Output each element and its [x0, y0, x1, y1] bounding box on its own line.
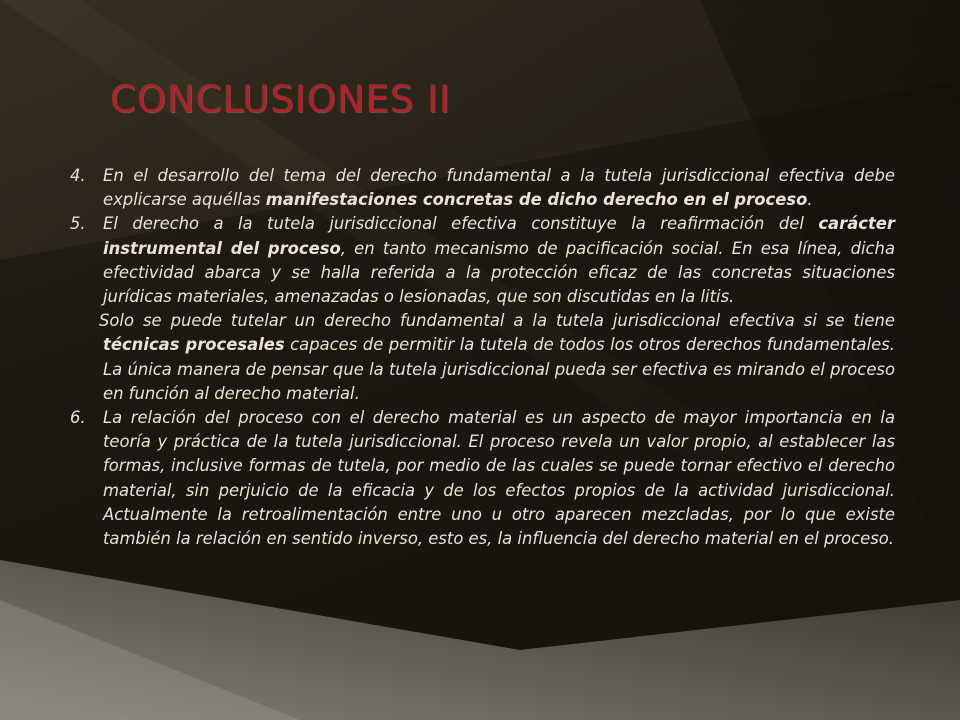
- conclusions-list: [70, 164, 895, 551]
- list-item: [70, 406, 895, 551]
- item-text: En el desarrollo del tema del derecho fundamental a la tutela jurisdiccional efectiva debe explicarse aquéllas manifestaciones concretas de dicho derecho en el proceso.: [103, 166, 895, 210]
- emphasis-text: manifestaciones concretas de dicho derecho en el proceso: [265, 190, 808, 210]
- emphasis-text: técnicas procesales: [103, 335, 285, 355]
- item-text: El derecho a la tutela jurisdiccional efectiva constituye la reafirmación del carácter instrumental del proceso, en tanto mecanismo de pacificación social. En esa línea, dicha efectividad abarca y se halla referida a la protección eficaz de las concretas situaciones jurídicas materiales, amenazadas o lesionadas, que son discutidas en la litis.: [103, 214, 895, 307]
- emphasis-text: carácter instrumental del proceso: [103, 214, 895, 258]
- list-item: [70, 164, 895, 212]
- item-number: 4.: [70, 166, 86, 185]
- item-text: Solo se puede tutelar un derecho fundamental a la tutela jurisdiccional efectiva si se tiene técnicas procesales capaces de permitir la tutela de todos los otros derechos fundamentales. La única manera de pensar que la tutela jurisdiccional pueda ser efectiva es mirando el proceso en función al derecho material.: [99, 311, 895, 403]
- list-item-continuation: [70, 309, 895, 406]
- item-number: 5.: [70, 214, 86, 234]
- item-text: La relación del proceso con el derecho material es un aspecto de mayor importancia en la teoría y práctica de la tutela jurisdiccional. El proceso revela un valor propio, al establecer las formas, inclusive formas de tutela, por medio de las cuales se puede tornar efectivo el derecho material, sin perjuicio de la eficacia y de los efectos propios de la actividad jurisdiccional. Actualmente la retroalimentación entre uno u otro aparecen mezcladas, por lo que existe también la relación en sentido inverso, esto es, la influencia del derecho material en el proceso.: [103, 408, 895, 549]
- item-number: 6.: [70, 408, 86, 428]
- slide-title: CONCLUSIONES II: [110, 78, 451, 121]
- list-item: [70, 212, 895, 309]
